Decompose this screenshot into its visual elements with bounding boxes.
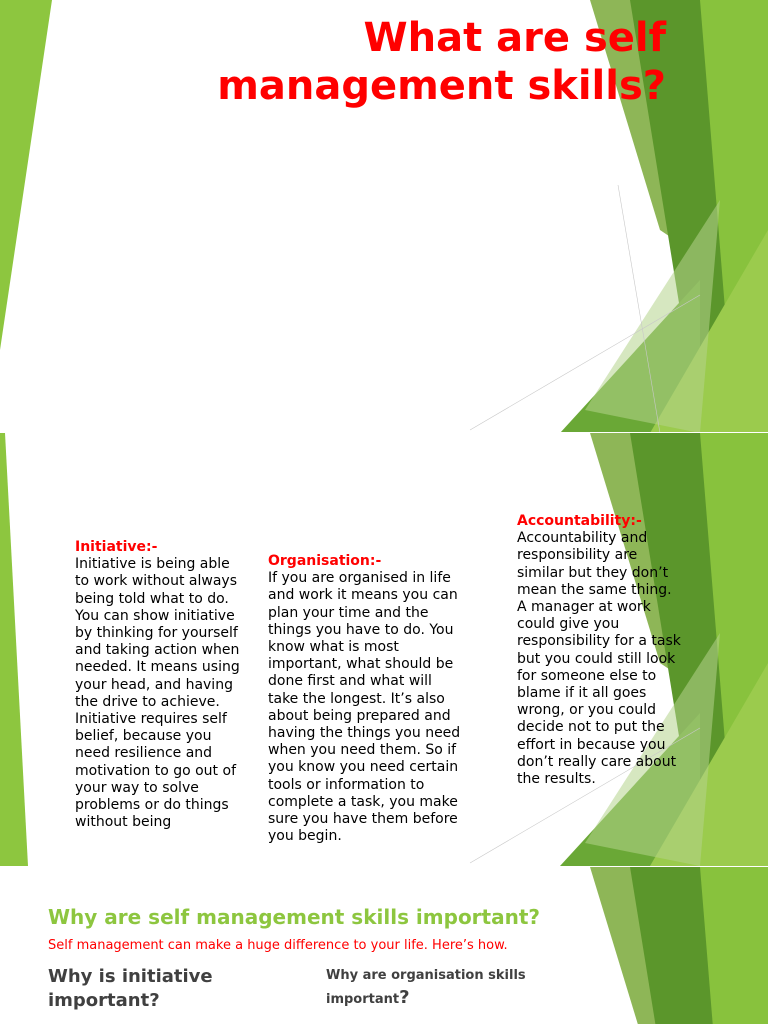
slide-1-title: What are self management skills? <box>217 15 666 109</box>
accountability-column <box>517 513 682 788</box>
initiative-column <box>75 539 247 866</box>
accountability-heading: Accountability:- <box>517 513 642 529</box>
slide-2 <box>0 433 768 866</box>
left-green-triangle <box>0 0 52 350</box>
slide-3-title: Why are self management skills important? <box>48 905 541 929</box>
initiative-body: Initiative is being able to work without always being told what to do. You can show initiative by thinking for yourself and taking action when needed. It means using your head, and having the drive to achieve. Initiative requires self belief, because you need resilience and motivation to go out of your way to solve problems or do things without being <box>75 556 240 831</box>
organisation-body: If you are organised in life and work it means you can plan your time and the things you have to do. You know what is most important, what should be done first and what will take the longest. It’s also about being prepared and having the things you need when you need them. So if you know you need certain tools or information to complete a task, you make sure you have them before you begin. <box>268 570 461 845</box>
right-green-shape-6 <box>585 200 720 432</box>
initiative-importance-heading: Why is initiative important? <box>48 966 213 1011</box>
slide-3 <box>0 867 768 1024</box>
slide-1 <box>0 0 768 432</box>
slide-3-subtitle: Self management can make a huge difference to your life. Here’s how. <box>48 938 508 953</box>
question-mark: ? <box>399 987 410 1008</box>
organisation-column <box>268 553 466 845</box>
initiative-heading: Initiative:- <box>75 539 158 555</box>
left-green-sliver <box>0 433 28 866</box>
organisation-importance-text: Why are organisation skills important <box>326 968 526 1007</box>
organisation-importance-heading <box>326 965 556 1011</box>
organisation-heading: Organisation:- <box>268 553 382 569</box>
accountability-body: Accountability and responsibility are similar but they don’t mean the same thing. A manager at work could give you responsibility for a task but you could still look for someone else to blame if it all goes wrong, or you could decide not to put the effort in because you don’t really care about the results. <box>517 530 681 788</box>
